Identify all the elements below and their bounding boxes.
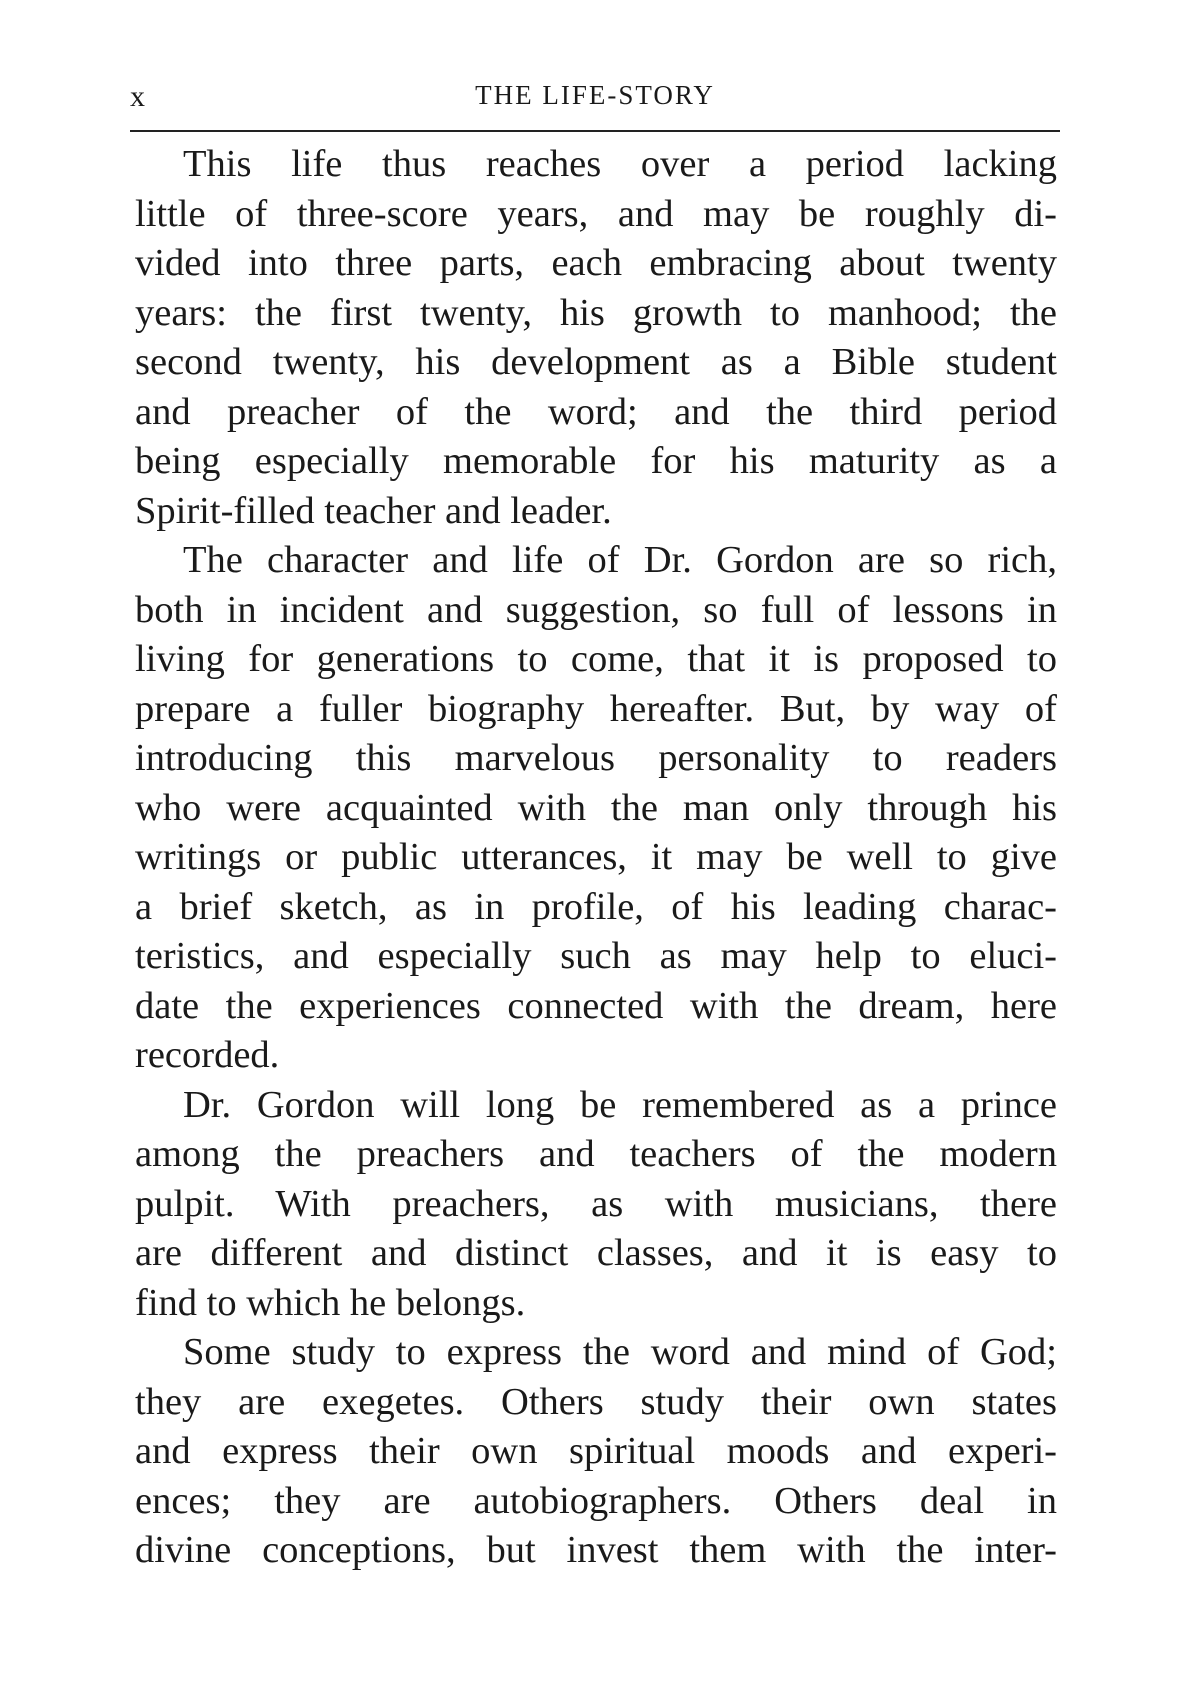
text-line: pulpit. With preachers, as with musicians, there bbox=[135, 1182, 1057, 1225]
text-line: years: the first twenty, his growth to manhood; the bbox=[135, 291, 1057, 334]
text-line: Spirit-filled teacher and leader. bbox=[135, 489, 612, 532]
running-head bbox=[130, 70, 1060, 120]
text-line: being especially memorable for his maturity as a bbox=[135, 440, 1057, 482]
text-line: a brief sketch, as in profile, of his leading charac- bbox=[135, 885, 1057, 928]
text-line: introducing this marvelous personality to readers bbox=[135, 737, 1057, 779]
paragraph-2 bbox=[135, 536, 1057, 1081]
text-line: divine conceptions, but invest them with the inter- bbox=[135, 1529, 1057, 1571]
paragraph-4 bbox=[135, 1328, 1057, 1576]
text-line: Some study to express the word and mind of God; bbox=[183, 1331, 1057, 1373]
text-line: ences; they are autobiographers. Others deal in bbox=[135, 1479, 1057, 1522]
body-text bbox=[135, 140, 1057, 1576]
text-line: little of three-score years, and may be roughly di- bbox=[135, 192, 1057, 235]
text-line: are different and distinct classes, and it is easy to bbox=[135, 1232, 1057, 1274]
text-line: date the experiences connected with the dream, here bbox=[135, 984, 1057, 1027]
paragraph-1 bbox=[135, 140, 1057, 536]
text-line: This life thus reaches over a period lacking bbox=[183, 143, 1057, 185]
text-line: writings or public utterances, it may be well to give bbox=[135, 836, 1057, 878]
text-line: The character and life of Dr. Gordon are so rich, bbox=[183, 539, 1057, 581]
header-rule bbox=[130, 130, 1060, 132]
page-number: x bbox=[130, 80, 146, 113]
text-line: and express their own spiritual moods and experi- bbox=[135, 1430, 1057, 1472]
text-line: living for generations to come, that it is proposed to bbox=[135, 638, 1057, 680]
text-line: among the preachers and teachers of the modern bbox=[135, 1133, 1057, 1175]
text-line: teristics, and especially such as may help to eluci- bbox=[135, 935, 1057, 977]
text-line: they are exegetes. Others study their own states bbox=[135, 1380, 1057, 1423]
text-line: both in incident and suggestion, so full of lessons in bbox=[135, 588, 1057, 631]
text-line: second twenty, his development as a Bible student bbox=[135, 341, 1057, 383]
text-line: find to which he belongs. bbox=[135, 1281, 526, 1324]
text-line: Dr. Gordon will long be remembered as a prince bbox=[183, 1083, 1057, 1126]
text-line: prepare a fuller biography hereafter. But, by way of bbox=[135, 687, 1057, 730]
text-line: recorded. bbox=[135, 1034, 280, 1076]
paragraph-3 bbox=[135, 1081, 1057, 1329]
text-line: vided into three parts, each embracing about twenty bbox=[135, 242, 1057, 284]
text-line: who were acquainted with the man only through his bbox=[135, 786, 1057, 829]
text-line: and preacher of the word; and the third period bbox=[135, 390, 1057, 433]
running-head-title: THE LIFE-STORY bbox=[475, 80, 715, 110]
